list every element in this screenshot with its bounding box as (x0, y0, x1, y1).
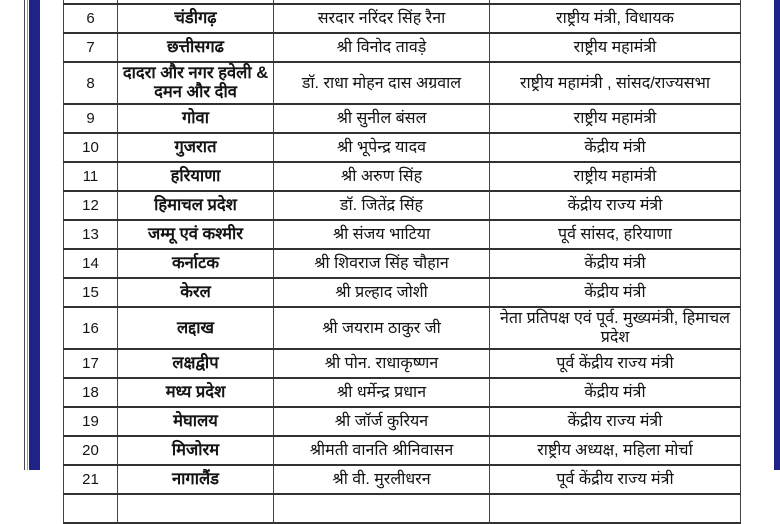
serial-cell: 18 (64, 378, 118, 407)
serial-cell: 13 (64, 220, 118, 249)
left-hairline (24, 0, 25, 470)
serial-cell: 17 (64, 349, 118, 378)
position-cell: पूर्व केंद्रीय राज्य मंत्री (490, 349, 741, 378)
state-cell: जम्मू एवं कश्मीर (118, 220, 274, 249)
state-cell: हरियाणा (118, 162, 274, 191)
name-cell: डॉ. जितेंद्र सिंह (274, 191, 490, 220)
state-cell (118, 494, 274, 523)
position-cell: राष्ट्रीय अध्यक्ष, महिला मोर्चा (490, 436, 741, 465)
table-row (64, 378, 741, 407)
serial-cell: 6 (64, 4, 118, 33)
name-cell: श्री प्रल्हाद जोशी (274, 278, 490, 307)
name-cell: श्री वी. मुरलीधरन (274, 465, 490, 494)
serial-cell: 11 (64, 162, 118, 191)
table-row (64, 162, 741, 191)
name-cell: डॉ. राधा मोहन दास अग्रवाल (274, 62, 490, 104)
position-cell: केंद्रीय मंत्री (490, 249, 741, 278)
table-row (64, 349, 741, 378)
name-cell: श्री अरुण सिंह (274, 162, 490, 191)
serial-cell: 15 (64, 278, 118, 307)
position-cell: पूर्व सांसद, हरियाणा (490, 220, 741, 249)
serial-cell: 19 (64, 407, 118, 436)
name-cell: श्री पोन. राधाकृष्णन (274, 349, 490, 378)
table-row (64, 465, 741, 494)
state-cell: गुजरात (118, 133, 274, 162)
position-cell: केंद्रीय राज्य मंत्री (490, 191, 741, 220)
state-cell: नागालैंड (118, 465, 274, 494)
name-cell: श्री सुनील बंसल (274, 104, 490, 133)
state-cell: छत्तीसगढ (118, 33, 274, 62)
position-cell: केंद्रीय मंत्री (490, 278, 741, 307)
state-cell: मध्य प्रदेश (118, 378, 274, 407)
name-cell: श्री शिवराज सिंह चौहान (274, 249, 490, 278)
table-row (64, 407, 741, 436)
position-cell: राष्ट्रीय महामंत्री (490, 104, 741, 133)
state-cell: हिमाचल प्रदेश (118, 191, 274, 220)
state-cell: चंडीगढ़ (118, 4, 274, 33)
table-row (64, 249, 741, 278)
name-cell: श्री संजय भाटिया (274, 220, 490, 249)
table-row (64, 191, 741, 220)
bottom-partial-row (64, 494, 741, 523)
name-cell: श्री भूपेन्द्र यादव (274, 133, 490, 162)
table-row (64, 33, 741, 62)
position-cell: पूर्व केंद्रीय राज्य मंत्री (490, 465, 741, 494)
serial-cell: 16 (64, 307, 118, 349)
position-cell: केंद्रीय मंत्री (490, 378, 741, 407)
serial-cell: 14 (64, 249, 118, 278)
position-cell: केंद्रीय राज्य मंत्री (490, 407, 741, 436)
state-cell: गोवा (118, 104, 274, 133)
serial-cell: 8 (64, 62, 118, 104)
position-cell: राष्ट्रीय महामंत्री , सांसद/राज्यसभा (490, 62, 741, 104)
name-cell: श्री जयराम ठाकुर जी (274, 307, 490, 349)
serial-cell: 7 (64, 33, 118, 62)
state-cell: लक्षद्वीप (118, 349, 274, 378)
position-cell: राष्ट्रीय महामंत्री (490, 162, 741, 191)
table-row (64, 220, 741, 249)
left-accent-bar (29, 0, 40, 470)
position-cell: नेता प्रतिपक्ष एवं पूर्व. मुख्यमंत्री, हिमाचल प्रदेश (490, 307, 741, 349)
name-cell: श्री धर्मेन्द्र प्रधान (274, 378, 490, 407)
table-row (64, 133, 741, 162)
table-row (64, 436, 741, 465)
serial-cell: 10 (64, 133, 118, 162)
name-cell: श्री विनोद तावड़े (274, 33, 490, 62)
table-row (64, 104, 741, 133)
right-accent-bar (774, 0, 780, 470)
state-cell: दादरा और नगर हवेली & दमन और दीव (118, 62, 274, 104)
table-row (64, 278, 741, 307)
table-row (64, 62, 741, 104)
name-cell: सरदार नरिंदर सिंह रैना (274, 4, 490, 33)
roster-table-container (63, 0, 743, 524)
table-row (64, 4, 741, 33)
serial-cell: 12 (64, 191, 118, 220)
position-cell: राष्ट्रीय महामंत्री (490, 33, 741, 62)
position-cell: केंद्रीय मंत्री (490, 133, 741, 162)
state-cell: मिजोरम (118, 436, 274, 465)
state-cell: मेघालय (118, 407, 274, 436)
state-cell: लद्दाख (118, 307, 274, 349)
name-cell: श्रीमती वानति श्रीनिवासन (274, 436, 490, 465)
serial-cell: 20 (64, 436, 118, 465)
serial-cell (64, 494, 118, 523)
serial-cell: 21 (64, 465, 118, 494)
roster-table (63, 0, 741, 524)
serial-cell: 9 (64, 104, 118, 133)
name-cell: श्री जॉर्ज कुरियन (274, 407, 490, 436)
table-row (64, 307, 741, 349)
roster-table-body (64, 0, 741, 523)
state-cell: कर्नाटक (118, 249, 274, 278)
state-cell: केरल (118, 278, 274, 307)
position-cell (490, 494, 741, 523)
name-cell (274, 494, 490, 523)
position-cell: राष्ट्रीय मंत्री, विधायक (490, 4, 741, 33)
left-hairline-light (27, 0, 28, 470)
